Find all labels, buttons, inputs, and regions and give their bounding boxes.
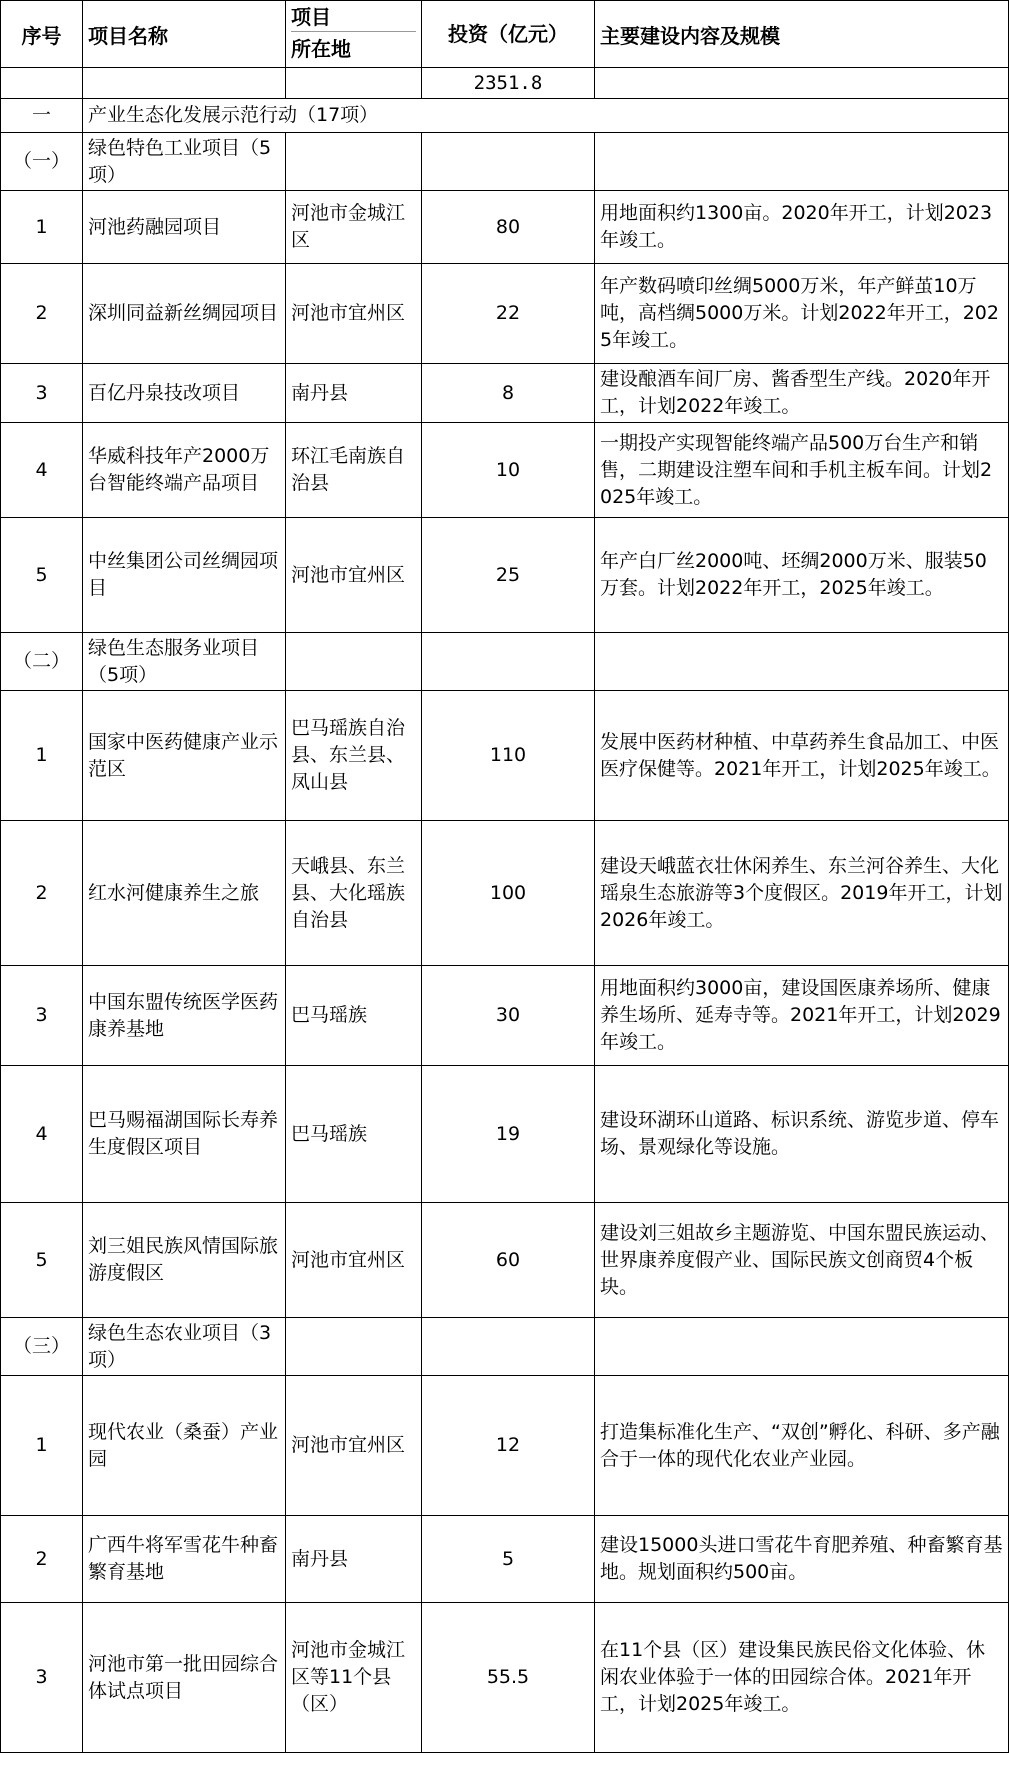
header-seq: 序号: [1, 1, 83, 68]
row-name: 巴马赐福湖国际长寿养生度假区项目: [83, 1066, 286, 1203]
table-row: [1, 1066, 1009, 1203]
row-location: 河池市金城江区: [286, 191, 422, 264]
table-row: [1, 364, 1009, 423]
row-seq: 4: [1, 423, 83, 518]
row-location: 河池市宜州区: [286, 264, 422, 364]
total-name: [83, 68, 286, 99]
row-investment: 80: [422, 191, 595, 264]
group-seq: （一）: [1, 133, 83, 191]
row-name: 百亿丹泉技改项目: [83, 364, 286, 423]
row-name: 中国东盟传统医学医药康养基地: [83, 966, 286, 1066]
row-investment: 25: [422, 518, 595, 633]
table-row: [1, 966, 1009, 1066]
row-investment: 22: [422, 264, 595, 364]
row-content: 建设酿酒车间厂房、酱香型生产线。2020年开工，计划2022年竣工。: [595, 364, 1009, 423]
row-content: 建设天峨蓝衣壮休闲养生、东兰河谷养生、大化瑶泉生态旅游等3个度假区。2019年开工，计划2026年竣工。: [595, 821, 1009, 966]
row-seq: 2: [1, 1516, 83, 1603]
row-name: 国家中医药健康产业示范区: [83, 691, 286, 821]
total-row: [1, 68, 1009, 99]
row-investment: 55.5: [422, 1603, 595, 1753]
table-row: [1, 1603, 1009, 1753]
group-seq: （二）: [1, 633, 83, 691]
row-name: 河池药融园项目: [83, 191, 286, 264]
row-seq: 5: [1, 518, 83, 633]
row-name: 红水河健康养生之旅: [83, 821, 286, 966]
total-loc: [286, 68, 422, 99]
row-content: 建设刘三姐故乡主题游览、中国东盟民族运动、世界康养度假产业、国际民族文创商贸4个板块。: [595, 1203, 1009, 1318]
table-row: [1, 1516, 1009, 1603]
table-row: [1, 191, 1009, 264]
row-content: 发展中医药材种植、中草药养生食品加工、中医医疗保健等。2021年开工，计划2025年竣工。: [595, 691, 1009, 821]
row-investment: 12: [422, 1376, 595, 1516]
group-title: 绿色生态农业项目（3项）: [83, 1318, 286, 1376]
row-content: 用地面积约3000亩，建设国医康养场所、健康养生场所、延寿寺等。2021年开工，计划2029年竣工。: [595, 966, 1009, 1066]
group-seq: （三）: [1, 1318, 83, 1376]
header-location-top: 项目: [291, 3, 416, 32]
row-investment: 30: [422, 966, 595, 1066]
row-investment: 19: [422, 1066, 595, 1203]
total-content: [595, 68, 1009, 99]
row-content: 年产数码喷印丝绸5000万米，年产鲜茧10万吨，高档绸5000万米。计划2022年开工，2025年竣工。: [595, 264, 1009, 364]
table-row: [1, 1203, 1009, 1318]
row-name: 河池市第一批田园综合体试点项目: [83, 1603, 286, 1753]
row-location: 巴马瑶族: [286, 966, 422, 1066]
group-row: [1, 1318, 1009, 1376]
row-investment: 60: [422, 1203, 595, 1318]
row-location: 南丹县: [286, 364, 422, 423]
row-seq: 3: [1, 966, 83, 1066]
row-seq: 5: [1, 1203, 83, 1318]
row-location: 环江毛南族自治县: [286, 423, 422, 518]
row-content: 建设15000头进口雪花牛育肥养殖、种畜繁育基地。规划面积约500亩。: [595, 1516, 1009, 1603]
group-title: 绿色生态服务业项目（5项）: [83, 633, 286, 691]
row-location: 河池市宜州区: [286, 1203, 422, 1318]
section-seq: 一: [1, 99, 83, 133]
row-content: 建设环湖环山道路、标识系统、游览步道、停车场、景观绿化等设施。: [595, 1066, 1009, 1203]
total-seq: [1, 68, 83, 99]
row-content: 打造集标准化生产、“双创”孵化、科研、多产融合于一体的现代化农业产业园。: [595, 1376, 1009, 1516]
section-row: [1, 99, 1009, 133]
row-content: 在11个县（区）建设集民族民俗文化体验、休闲农业体验于一体的田园综合体。2021年开工，计划2025年竣工。: [595, 1603, 1009, 1753]
row-investment: 110: [422, 691, 595, 821]
table-row: [1, 264, 1009, 364]
row-seq: 1: [1, 191, 83, 264]
row-investment: 10: [422, 423, 595, 518]
table-row: [1, 1376, 1009, 1516]
row-seq: 3: [1, 1603, 83, 1753]
row-location: 南丹县: [286, 1516, 422, 1603]
row-investment: 5: [422, 1516, 595, 1603]
row-name: 深圳同益新丝绸园项目: [83, 264, 286, 364]
header-location: [286, 1, 422, 68]
row-location: 河池市金城江区等11个县（区）: [286, 1603, 422, 1753]
group-row: [1, 633, 1009, 691]
row-seq: 1: [1, 691, 83, 821]
total-investment: 2351.8: [422, 68, 595, 99]
table-row: [1, 423, 1009, 518]
group-row: [1, 133, 1009, 191]
row-seq: 1: [1, 1376, 83, 1516]
row-seq: 4: [1, 1066, 83, 1203]
header-row: [1, 1, 1009, 68]
row-investment: 8: [422, 364, 595, 423]
header-investment: 投资（亿元）: [422, 1, 595, 68]
row-name: 现代农业（桑蚕）产业园: [83, 1376, 286, 1516]
header-name: 项目名称: [83, 1, 286, 68]
section-title: 产业生态化发展示范行动（17项）: [83, 99, 1009, 133]
group-title: 绿色特色工业项目（5项）: [83, 133, 286, 191]
row-location: 河池市宜州区: [286, 1376, 422, 1516]
row-seq: 2: [1, 821, 83, 966]
row-name: 中丝集团公司丝绸园项目: [83, 518, 286, 633]
row-investment: 100: [422, 821, 595, 966]
row-name: 广西牛将军雪花牛种畜繁育基地: [83, 1516, 286, 1603]
table-row: [1, 518, 1009, 633]
row-name: 刘三姐民族风情国际旅游度假区: [83, 1203, 286, 1318]
table-row: [1, 691, 1009, 821]
row-seq: 2: [1, 264, 83, 364]
row-content: 用地面积约1300亩。2020年开工，计划2023年竣工。: [595, 191, 1009, 264]
row-seq: 3: [1, 364, 83, 423]
header-location-bottom: 所在地: [291, 36, 351, 61]
header-content: 主要建设内容及规模: [595, 1, 1009, 68]
row-location: 巴马瑶族自治县、东兰县、凤山县: [286, 691, 422, 821]
row-location: 河池市宜州区: [286, 518, 422, 633]
row-name: 华威科技年产2000万台智能终端产品项目: [83, 423, 286, 518]
table-row: [1, 821, 1009, 966]
row-content: 一期投产实现智能终端产品500万台生产和销售，二期建设注塑车间和手机主板车间。计划2025年竣工。: [595, 423, 1009, 518]
row-content: 年产白厂丝2000吨、坯绸2000万米、服装50万套。计划2022年开工，2025年竣工。: [595, 518, 1009, 633]
row-location: 巴马瑶族: [286, 1066, 422, 1203]
row-location: 天峨县、东兰县、大化瑶族自治县: [286, 821, 422, 966]
